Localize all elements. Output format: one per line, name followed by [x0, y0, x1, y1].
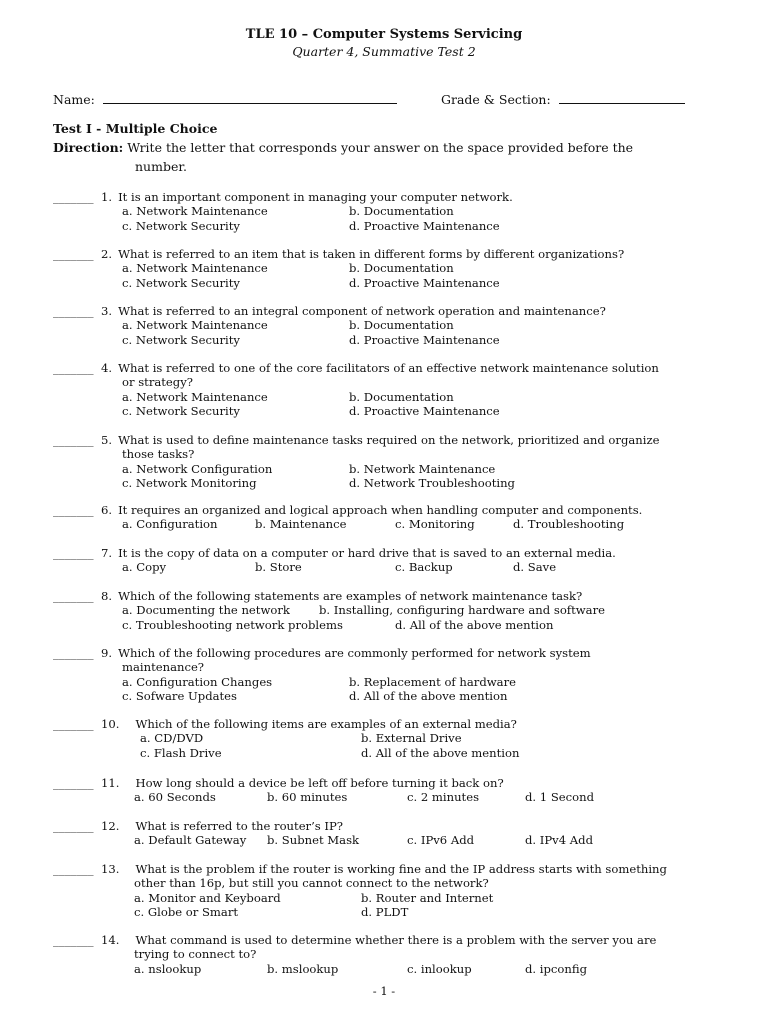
answer-options — [134, 833, 699, 847]
question-14 — [53, 933, 699, 976]
question-text: It requires an organized and logical approach when handling computer and components. — [118, 503, 643, 517]
question-10 — [53, 717, 699, 760]
question-number: 13. — [101, 862, 120, 876]
option-a[interactable]: a. Network Maintenance — [122, 261, 268, 276]
question-stem — [101, 247, 699, 290]
option-b[interactable]: b. Network Maintenance — [349, 461, 496, 476]
option-b[interactable]: b. External Drive — [361, 731, 462, 746]
question-number: 4. — [101, 361, 113, 375]
option-c[interactable]: c. Network Security — [122, 332, 240, 347]
option-c[interactable]: c. Globe or Smart — [134, 904, 239, 919]
question-text-cont: those tasks? — [122, 447, 195, 462]
answer-options — [122, 560, 699, 574]
question-number: 7. — [101, 546, 113, 560]
option-a[interactable]: a. nslookup — [134, 961, 202, 976]
answer-options — [134, 891, 699, 920]
answer-options — [122, 603, 699, 632]
option-d[interactable]: d. Troubleshooting — [513, 517, 625, 532]
question-text: How long should a device be left off before turning it back on? — [135, 776, 504, 790]
option-a[interactable]: a. Monitor and Keyboard — [134, 890, 281, 905]
answer-options — [140, 731, 699, 760]
question-text: It is an important component in managing your computer network. — [118, 190, 513, 204]
document-subtitle: Quarter 4, Summative Test 2 — [292, 44, 476, 59]
direction-text-cont: number. — [135, 159, 187, 174]
answer-blank[interactable]: _______ — [53, 717, 94, 731]
question-12 — [53, 819, 699, 848]
question-text: What is the problem if the router is working fine and the IP address starts with something — [135, 862, 667, 876]
answer-options — [122, 462, 699, 491]
question-number: 3. — [101, 304, 113, 318]
question-text-cont: trying to connect to? — [134, 947, 257, 962]
option-c[interactable]: c. Sofware Updates — [122, 688, 237, 703]
question-number: 9. — [101, 646, 113, 660]
option-a[interactable]: a. Network Maintenance — [122, 204, 268, 219]
question-number: 5. — [101, 433, 113, 447]
question-number: 10. — [101, 717, 120, 731]
name-field — [53, 91, 397, 107]
option-a[interactable]: a. 60 Seconds — [134, 790, 216, 805]
question-text-cont: maintenance? — [122, 660, 205, 675]
question-number: 1. — [101, 190, 113, 204]
question-number: 11. — [101, 776, 120, 790]
option-c[interactable]: c. Network Security — [122, 218, 240, 233]
answer-options — [134, 962, 699, 976]
question-stem — [101, 589, 699, 632]
name-line[interactable] — [103, 91, 397, 104]
grade-section-line[interactable] — [559, 91, 685, 104]
question-8 — [53, 589, 699, 632]
option-d[interactable]: d. All of the above mention — [361, 745, 520, 760]
question-stem — [101, 933, 699, 976]
question-stem — [101, 190, 699, 233]
option-a[interactable]: a. Configuration Changes — [122, 674, 273, 689]
question-stem — [101, 546, 699, 575]
direction-text: Write the letter that corresponds your answer on the space provided before the — [127, 140, 634, 155]
question-number: 12. — [101, 819, 120, 833]
option-a[interactable]: a. CD/DVD — [140, 731, 204, 746]
question-number: 2. — [101, 247, 113, 261]
grade-section-label: Grade & Section: — [441, 92, 551, 107]
option-c[interactable]: c. 2 minutes — [407, 790, 480, 805]
direction-label: Direction: — [53, 140, 124, 155]
option-d[interactable]: d. All of the above mention — [349, 688, 508, 703]
option-d[interactable]: d. ipconfig — [525, 961, 588, 976]
direction — [53, 138, 698, 176]
option-d[interactable]: d. IPv4 Add — [525, 833, 594, 848]
answer-blank[interactable]: _______ — [53, 862, 94, 876]
question-text: It is the copy of data on a computer or hard drive that is saved to an external media. — [118, 546, 616, 560]
question-13 — [53, 862, 699, 919]
question-9 — [53, 646, 699, 703]
option-d[interactable]: d. Network Troubleshooting — [349, 475, 515, 490]
answer-options — [122, 204, 699, 233]
answer-options — [122, 318, 699, 347]
option-a[interactable]: a. Network Configuration — [122, 461, 273, 476]
answer-blank[interactable]: _______ — [53, 361, 94, 375]
option-a[interactable]: a. Network Maintenance — [122, 318, 268, 333]
option-d[interactable]: d. Proactive Maintenance — [349, 332, 500, 347]
question-text: Which of the following procedures are commonly performed for network system — [118, 646, 591, 660]
option-b[interactable]: b. Store — [255, 560, 302, 575]
grade-section-field — [441, 91, 685, 107]
question-5 — [53, 433, 699, 490]
answer-options — [122, 675, 699, 704]
question-text-cont: other than 16p, but still you cannot connect to the network? — [134, 876, 489, 891]
answer-blank[interactable]: _______ — [53, 247, 94, 261]
question-stem — [101, 361, 699, 418]
answer-blank[interactable]: _______ — [53, 503, 94, 517]
question-stem — [101, 433, 699, 490]
answer-blank[interactable]: _______ — [53, 933, 94, 947]
option-c[interactable]: c. Network Security — [122, 403, 240, 418]
question-text: What is referred to one of the core facilitators of an effective network maintenance solution — [118, 361, 659, 375]
answer-blank[interactable]: _______ — [53, 589, 94, 603]
question-stem — [101, 819, 699, 848]
option-c[interactable]: c. inlookup — [407, 961, 472, 976]
question-text: What command is used to determine whether there is a problem with the server you are — [135, 933, 657, 947]
answer-options — [122, 517, 699, 531]
question-stem — [101, 776, 699, 805]
option-c[interactable]: c. Flash Drive — [140, 745, 222, 760]
document-title: TLE 10 – Computer Systems Servicing — [245, 27, 523, 42]
question-stem — [101, 503, 699, 532]
answer-blank[interactable]: _______ — [53, 433, 94, 447]
option-d[interactable]: d. Proactive Maintenance — [349, 275, 500, 290]
option-d[interactable]: d. 1 Second — [525, 790, 595, 805]
question-number: 8. — [101, 589, 113, 603]
answer-blank[interactable]: _______ — [53, 546, 94, 560]
option-c[interactable]: c. Troubleshooting network problems — [122, 617, 343, 632]
answer-blank[interactable]: _______ — [53, 190, 94, 204]
option-b[interactable]: b. Maintenance — [255, 517, 347, 532]
question-4 — [53, 361, 699, 418]
answer-options — [122, 261, 699, 290]
question-stem — [101, 717, 699, 760]
option-b[interactable]: b. 60 minutes — [267, 790, 348, 805]
option-c[interactable]: c. IPv6 Add — [407, 833, 475, 848]
option-a[interactable]: a. Documenting the network — [122, 603, 290, 618]
test-title: Test I - Multiple Choice — [53, 121, 218, 136]
option-a[interactable]: a. Network Maintenance — [122, 389, 268, 404]
question-6 — [53, 503, 699, 532]
option-d[interactable]: d. Proactive Maintenance — [349, 218, 500, 233]
question-2 — [53, 247, 699, 290]
question-number: 14. — [101, 933, 120, 947]
option-d[interactable]: d. PLDT — [361, 904, 409, 919]
option-d[interactable]: d. All of the above mention — [395, 617, 554, 632]
option-a[interactable]: a. Copy — [122, 560, 167, 575]
answer-blank[interactable]: _______ — [53, 304, 94, 318]
name-label: Name: — [53, 92, 95, 107]
answer-options — [122, 390, 699, 419]
question-11 — [53, 776, 699, 805]
option-b[interactable]: b. Documentation — [349, 318, 454, 333]
option-b[interactable]: b. Documentation — [349, 389, 454, 404]
answer-blank[interactable]: _______ — [53, 776, 94, 790]
option-b[interactable]: b. Documentation — [349, 204, 454, 219]
question-stem — [101, 646, 699, 703]
answer-blank[interactable]: _______ — [53, 819, 94, 833]
question-1 — [53, 190, 699, 233]
option-c[interactable]: c. Network Monitoring — [122, 475, 257, 490]
question-3 — [53, 304, 699, 347]
answer-blank[interactable]: _______ — [53, 646, 94, 660]
option-c[interactable]: c. Network Security — [122, 275, 240, 290]
question-text: What is referred to an integral component of network operation and maintenance? — [118, 304, 606, 318]
option-c[interactable]: c. Backup — [395, 560, 453, 575]
question-text: What is referred to an item that is taken in different forms by different organizations? — [118, 247, 625, 261]
question-text: Which of the following statements are examples of network maintenance task? — [118, 589, 583, 603]
question-text-cont: or strategy? — [122, 375, 193, 390]
option-a[interactable]: a. Configuration — [122, 517, 218, 532]
question-stem — [101, 862, 699, 919]
option-b[interactable]: b. Documentation — [349, 261, 454, 276]
question-stem — [101, 304, 699, 347]
answer-options — [134, 790, 699, 804]
option-b[interactable]: b. Installing, configuring hardware and software — [319, 603, 605, 618]
question-7 — [53, 546, 699, 575]
question-number: 6. — [101, 503, 113, 517]
option-a[interactable]: a. Default Gateway — [134, 833, 247, 848]
option-d[interactable]: d. Proactive Maintenance — [349, 403, 500, 418]
option-b[interactable]: b. Subnet Mask — [267, 833, 360, 848]
option-b[interactable]: b. Router and Internet — [361, 890, 494, 905]
option-b[interactable]: b. mslookup — [267, 961, 339, 976]
option-d[interactable]: d. Save — [513, 560, 557, 575]
page-number: - 1 - — [372, 984, 396, 998]
question-text: What is referred to the router’s IP? — [135, 819, 344, 833]
option-b[interactable]: b. Replacement of hardware — [349, 674, 516, 689]
question-text: Which of the following items are examples of an external media? — [135, 717, 517, 731]
question-text: What is used to define maintenance tasks required on the network, prioritized and organize — [118, 433, 660, 447]
option-c[interactable]: c. Monitoring — [395, 517, 475, 532]
